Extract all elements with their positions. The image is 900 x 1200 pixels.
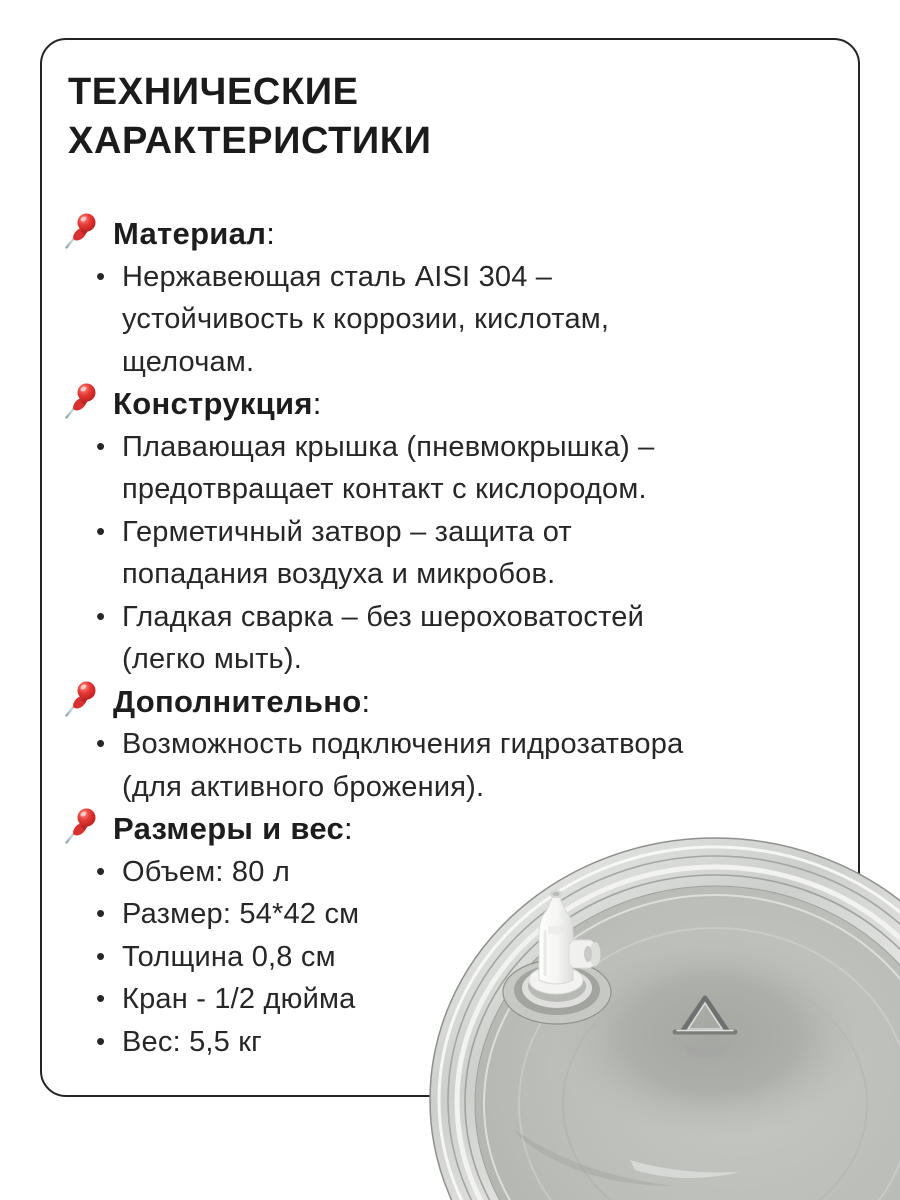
spec-item xyxy=(68,511,708,596)
bullet-marker: • xyxy=(96,600,106,631)
spec-item xyxy=(68,596,708,681)
spec-item-text: Кран - 1/2 дюйма xyxy=(122,983,356,1015)
section-heading-label: Материал xyxy=(113,216,267,251)
bullet-marker: • xyxy=(96,515,106,546)
spec-section xyxy=(68,213,840,383)
title-line-2: ХАРАКТЕРИСТИКИ xyxy=(68,120,432,162)
spec-item-text: Гладкая сварка – без шероховатостей (легко мыть). xyxy=(122,600,644,675)
bullet-marker: • xyxy=(96,898,106,928)
section-heading-colon: : xyxy=(344,811,353,846)
product-photo-stainless-lid xyxy=(420,830,900,1200)
section-heading xyxy=(68,213,840,256)
spec-item xyxy=(68,256,708,384)
bullet-marker: • xyxy=(96,940,106,971)
spec-item xyxy=(68,723,708,808)
spec-item-text: Объем: 80 л xyxy=(122,855,290,888)
pushpin-icon xyxy=(62,211,96,251)
bullet-marker: • xyxy=(96,983,106,1013)
section-heading-label: Размеры и вес xyxy=(113,811,345,846)
spec-item-text: Возможность подключения гидрозатвора (для активного брожения). xyxy=(122,728,684,803)
section-heading-colon: : xyxy=(361,683,371,719)
spec-section xyxy=(68,383,840,681)
bullet-marker: • xyxy=(96,430,106,461)
pushpin-icon xyxy=(62,806,96,846)
spec-item-text: Плавающая крышка (пневмокрышка) – предотвращает контакт с кислородом. xyxy=(122,430,655,505)
page-title xyxy=(68,68,840,166)
section-heading xyxy=(68,681,840,724)
pushpin-icon xyxy=(62,381,96,421)
section-heading-colon: : xyxy=(266,216,275,251)
spec-item-text: Герметичный затвор – защита от попадания воздуха и микробов. xyxy=(122,515,572,590)
pushpin-icon xyxy=(62,679,96,719)
lid-illustration xyxy=(430,838,900,1200)
spec-item-text: Вес: 5,5 кг xyxy=(122,1025,262,1058)
spec-item-text: Нержавеющая сталь AISI 304 – устойчивость к коррозии, кислотам, щелочам. xyxy=(122,260,610,378)
spec-item xyxy=(68,426,708,511)
section-heading-label: Конструкция xyxy=(113,386,313,421)
bullet-marker: • xyxy=(96,728,106,758)
title-line-1: ТЕХНИЧЕСКИЕ xyxy=(68,71,359,113)
bullet-marker: • xyxy=(96,1025,106,1056)
bullet-marker: • xyxy=(96,260,106,291)
spec-item-text: Толщина 0,8 см xyxy=(122,940,336,973)
spec-section xyxy=(68,681,840,809)
section-heading-label: Дополнительно xyxy=(113,683,362,719)
spec-item-text: Размер: 54*42 см xyxy=(122,898,360,930)
bullet-marker: • xyxy=(96,855,106,886)
section-heading xyxy=(68,383,840,426)
section-heading-colon: : xyxy=(312,386,322,421)
